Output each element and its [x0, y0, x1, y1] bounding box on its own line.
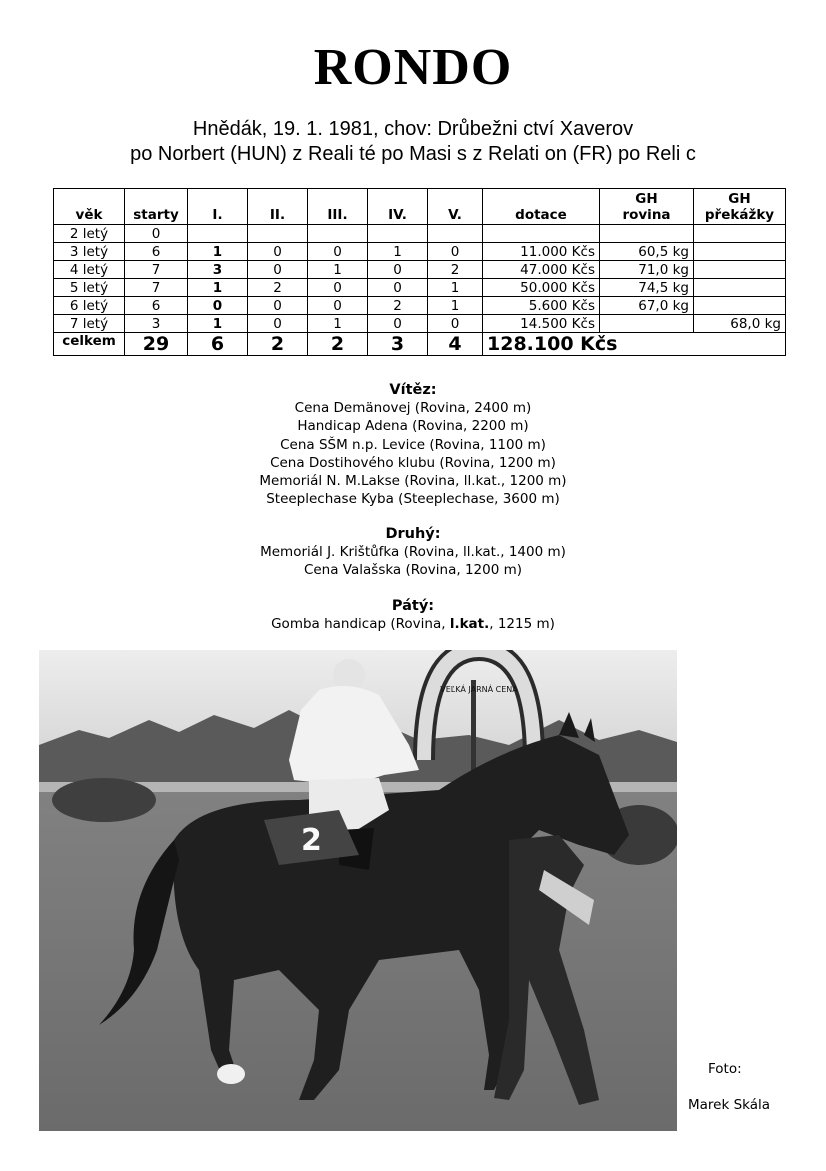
col-age-header: věk: [54, 189, 125, 225]
col-prize-header: dotace: [483, 189, 600, 225]
horse-details: Hnědák, 19. 1. 1981, chov: Drůbežni ctví Xaverov: [192, 118, 634, 140]
race-name: Gomba handicap (Rovina,: [271, 616, 450, 633]
cell-fifth: 0: [428, 315, 483, 333]
total-first: 6: [188, 333, 248, 356]
cell-third: 0: [308, 243, 368, 261]
cell-third: 0: [308, 279, 368, 297]
page-title: RONDO: [313, 39, 513, 96]
col-first-header: I.: [188, 189, 248, 225]
gh-flat-label-bottom: rovina: [622, 207, 671, 223]
col-starts-header: starty: [125, 189, 188, 225]
cell-fifth: 1: [428, 297, 483, 315]
cell-fourth: 1: [368, 243, 428, 261]
horse-photo-illustration: [39, 650, 677, 1131]
cell-starts: 0: [125, 225, 188, 243]
cell-fifth: 2: [428, 261, 483, 279]
race-distance: , 1215 m): [489, 616, 555, 633]
fifth-place-section: [0, 597, 826, 633]
table-row: [54, 315, 786, 333]
cell-first: 1: [188, 315, 248, 333]
cell-age: 6 letý: [54, 297, 125, 315]
horse-photo: [39, 650, 677, 1131]
gh-jumps-label-top: GH: [728, 191, 751, 207]
col-second-header: II.: [248, 189, 308, 225]
col-gh-jumps-header: [694, 189, 786, 225]
cell-age: 7 letý: [54, 315, 125, 333]
cell-gh-flat: 67,0 kg: [600, 297, 694, 315]
saddle-number: 2: [301, 823, 322, 858]
total-starts: 29: [125, 333, 188, 356]
cell-fifth: [428, 225, 483, 243]
cell-fourth: [368, 225, 428, 243]
list-item: Cena SŠM n.p. Levice (Rovina, 1100 m): [280, 436, 546, 453]
cell-first: 3: [188, 261, 248, 279]
table-row: [54, 225, 786, 243]
list-item: Cena Dostihového klubu (Rovina, 1200 m): [270, 454, 556, 471]
cell-starts: 7: [125, 279, 188, 297]
second-place-section: [0, 525, 826, 580]
cell-gh-flat: 74,5 kg: [600, 279, 694, 297]
cell-third: [308, 225, 368, 243]
cell-fourth: 0: [368, 261, 428, 279]
cell-second: 0: [248, 243, 308, 261]
cell-prize: 14.500 Kčs: [483, 315, 600, 333]
cell-first: 1: [188, 243, 248, 261]
cell-second: 2: [248, 279, 308, 297]
cell-second: 0: [248, 297, 308, 315]
cell-gh-flat: [600, 225, 694, 243]
table-row: [54, 279, 786, 297]
list-item: Steeplechase Kyba (Steeplechase, 3600 m): [266, 491, 560, 508]
list-item: Memoriál J. Krištůfka (Rovina, ll.kat., 1400 m): [260, 544, 566, 561]
cell-prize: 50.000 Kčs: [483, 279, 600, 297]
total-fourth: 3: [368, 333, 428, 356]
photo-credit-label: Foto:: [708, 1061, 742, 1077]
total-label: celkem: [54, 333, 125, 356]
cell-fourth: 0: [368, 279, 428, 297]
cell-fifth: 1: [428, 279, 483, 297]
cell-third: 1: [308, 315, 368, 333]
table-row: [54, 243, 786, 261]
cell-first: 1: [188, 279, 248, 297]
winner-section: [0, 381, 826, 508]
cell-age: 2 letý: [54, 225, 125, 243]
cell-fourth: 2: [368, 297, 428, 315]
gh-jumps-label-bottom: překážky: [704, 207, 775, 223]
col-third-header: III.: [308, 189, 368, 225]
cell-gh-flat: [600, 315, 694, 333]
table-total-row: [54, 333, 786, 356]
cell-starts: 3: [125, 315, 188, 333]
cell-prize: [483, 225, 600, 243]
cell-first: 0: [188, 297, 248, 315]
table-header-row: [54, 189, 786, 225]
second-place-heading: Druhý:: [385, 526, 441, 542]
list-item: Cena Demänovej (Rovina, 2400 m): [294, 400, 532, 417]
cell-gh-jumps: [694, 243, 786, 261]
list-item: [0, 615, 826, 633]
fifth-place-heading: Pátý:: [391, 598, 435, 614]
list-item: Handicap Adena (Rovina, 2200 m): [297, 418, 529, 435]
table-row: [54, 261, 786, 279]
cell-starts: 7: [125, 261, 188, 279]
col-gh-flat-header: [600, 189, 694, 225]
col-fourth-header: IV.: [368, 189, 428, 225]
cell-prize: 47.000 Kčs: [483, 261, 600, 279]
cell-third: 0: [308, 297, 368, 315]
horse-pedigree: po Norbert (HUN) z Reali té po Masi s z Relati on (FR) po Reli c: [130, 143, 696, 165]
cell-gh-jumps: 68,0 kg: [694, 315, 786, 333]
total-prize: 128.100 Kčs: [483, 333, 786, 356]
cell-third: 1: [308, 261, 368, 279]
cell-fifth: 0: [428, 243, 483, 261]
winner-heading: Vítěz:: [389, 382, 437, 398]
cell-second: 0: [248, 261, 308, 279]
cell-gh-jumps: [694, 279, 786, 297]
cell-gh-jumps: [694, 225, 786, 243]
list-item: Memoriál N. M.Lakse (Rovina, ll.kat., 1200 m): [259, 473, 567, 490]
hedge-left: [52, 778, 156, 822]
cell-gh-flat: 60,5 kg: [600, 243, 694, 261]
cell-prize: 5.600 Kčs: [483, 297, 600, 315]
results-table: [53, 188, 786, 356]
col-fifth-header: V.: [428, 189, 483, 225]
cell-age: 4 letý: [54, 261, 125, 279]
cell-starts: 6: [125, 243, 188, 261]
list-item: Cena Valašska (Rovina, 1200 m): [303, 562, 523, 579]
total-third: 2: [308, 333, 368, 356]
cell-gh-jumps: [694, 297, 786, 315]
cell-fourth: 0: [368, 315, 428, 333]
cell-age: 3 letý: [54, 243, 125, 261]
cell-prize: 11.000 Kčs: [483, 243, 600, 261]
cell-gh-jumps: [694, 261, 786, 279]
cell-second: [248, 225, 308, 243]
cell-second: 0: [248, 315, 308, 333]
total-fifth: 4: [428, 333, 483, 356]
photo-credit-author: Marek Skála: [688, 1097, 771, 1113]
arch-text: VEĽKÁ JARNÁ CENA: [440, 685, 518, 694]
race-class: l.kat.: [449, 616, 490, 633]
table-row: [54, 297, 786, 315]
cell-gh-flat: 71,0 kg: [600, 261, 694, 279]
gh-flat-label-top: GH: [635, 191, 658, 207]
cell-first: [188, 225, 248, 243]
total-second: 2: [248, 333, 308, 356]
cell-starts: 6: [125, 297, 188, 315]
cell-age: 5 letý: [54, 279, 125, 297]
